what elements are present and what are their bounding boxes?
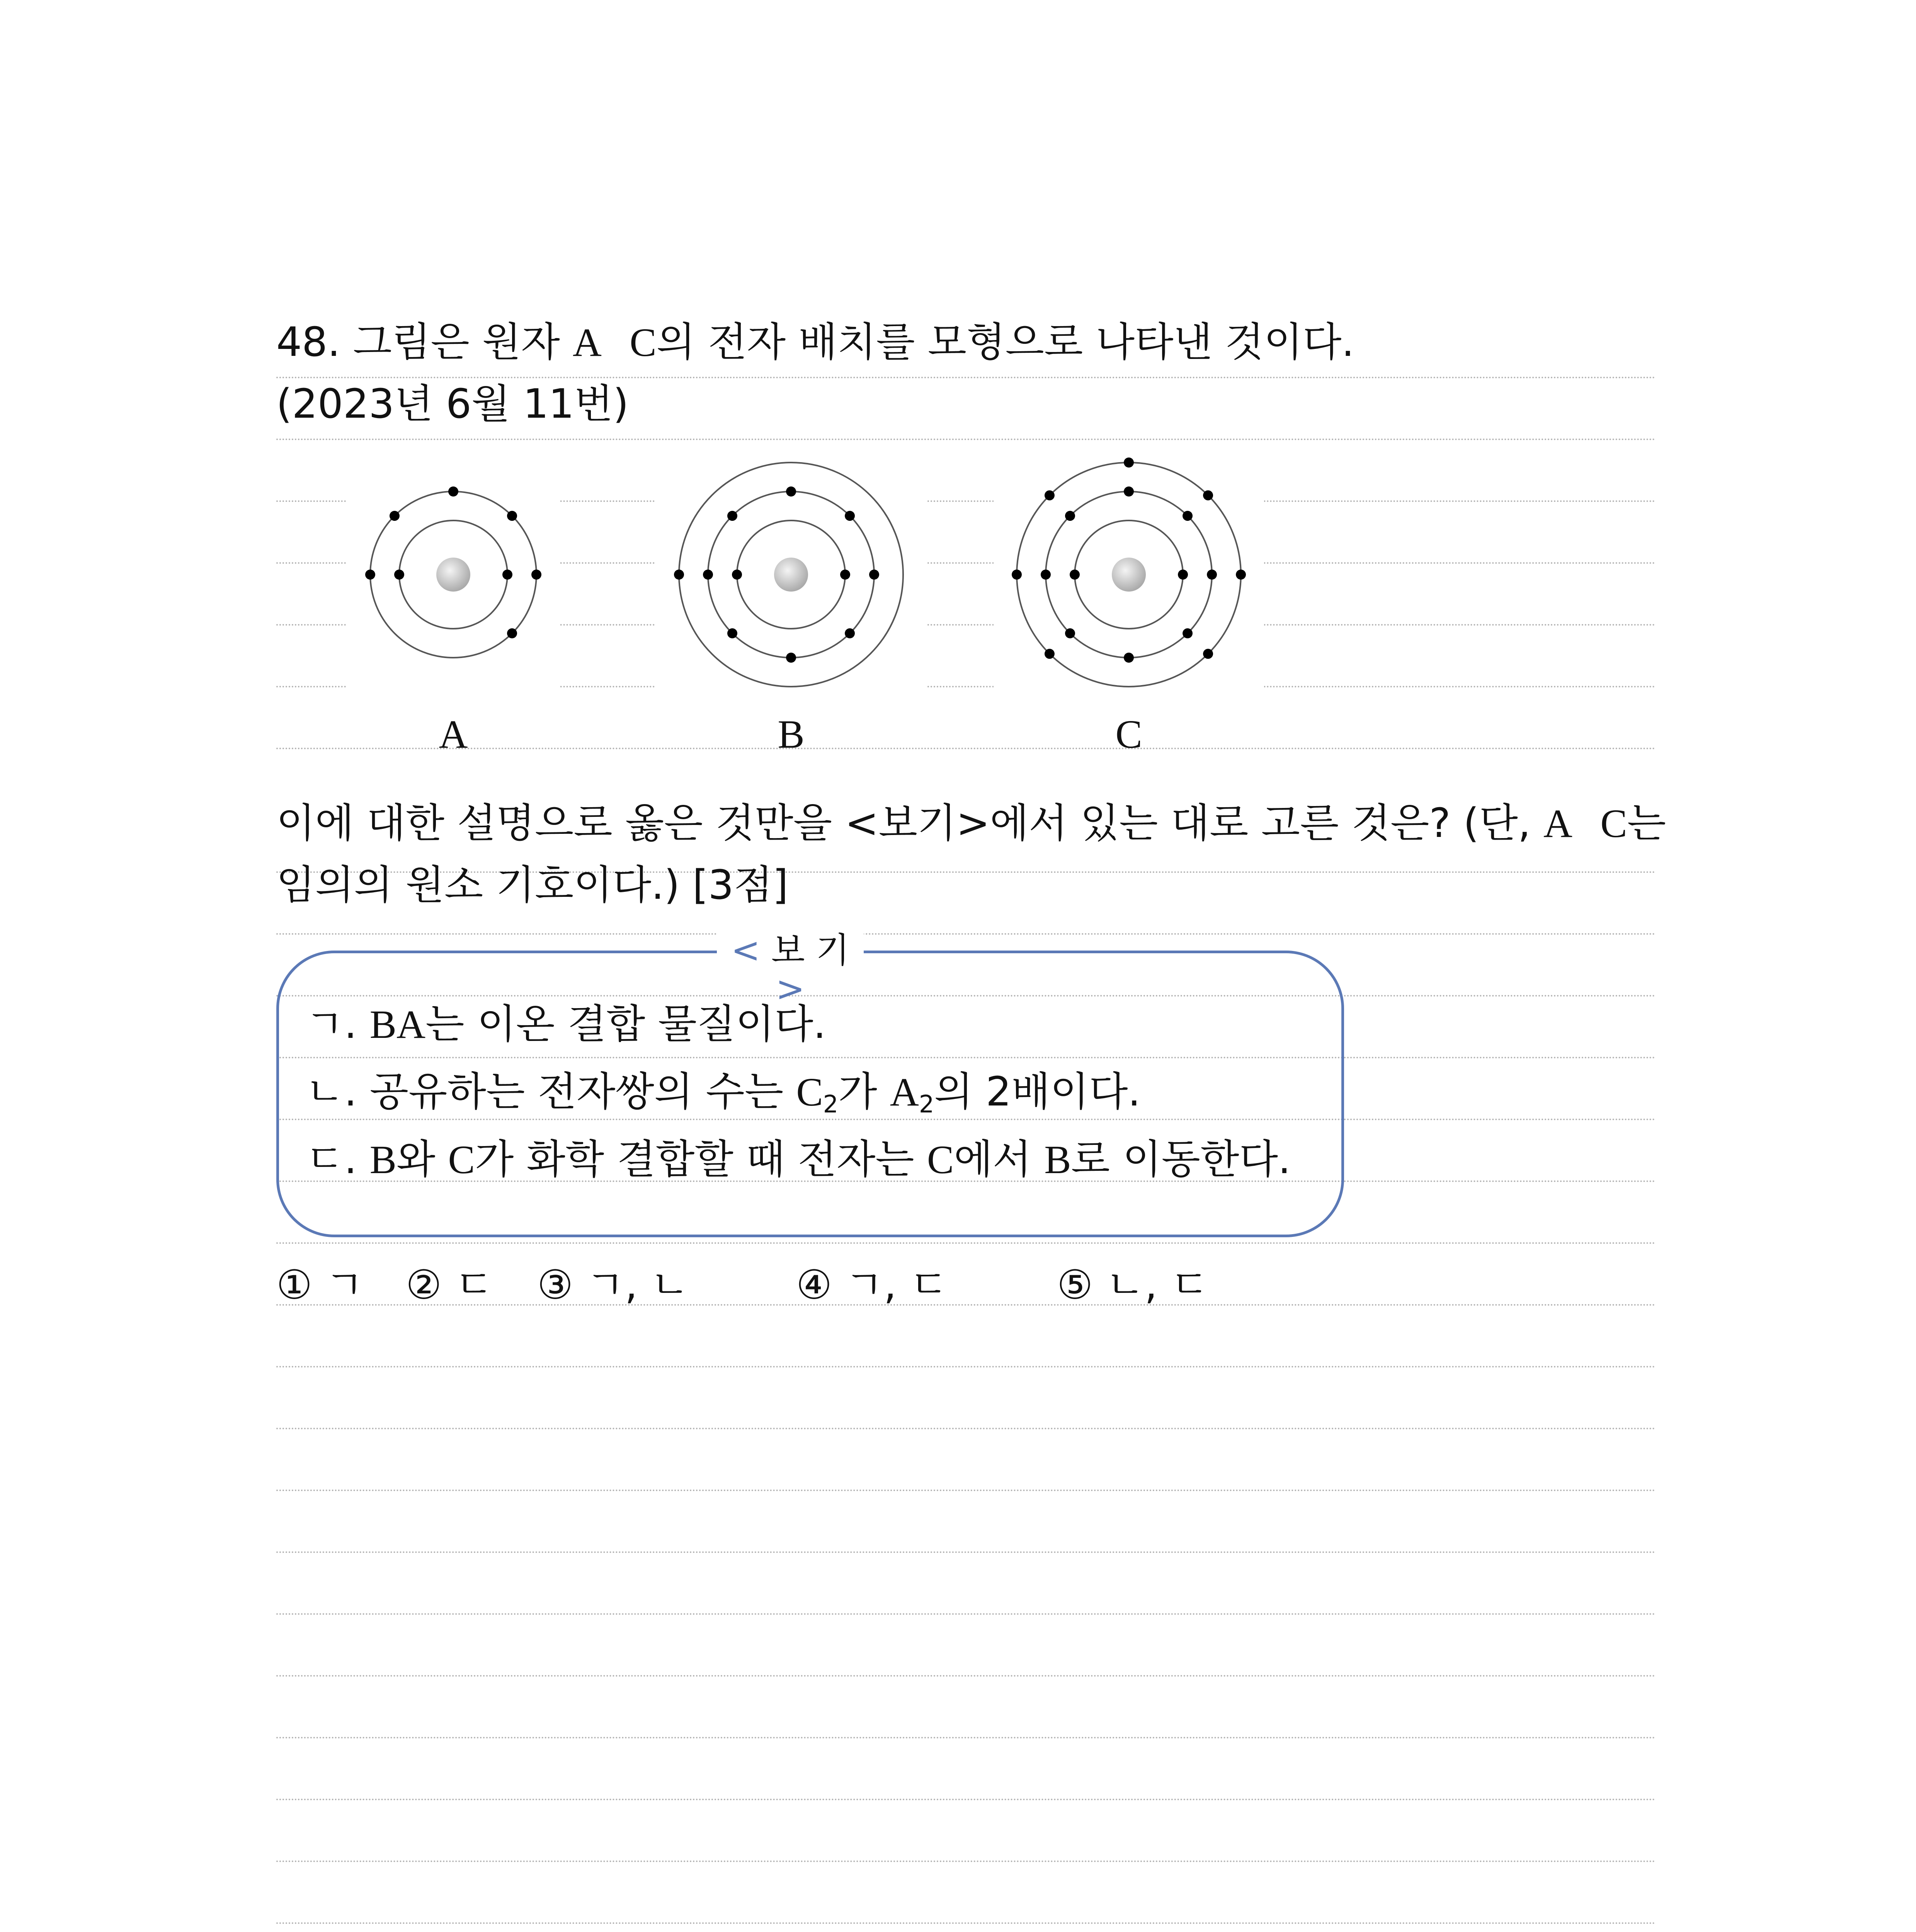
electron-dot — [507, 628, 517, 638]
electron-dot — [1065, 511, 1075, 521]
nucleus — [1112, 558, 1146, 592]
electron-dot — [845, 511, 855, 521]
choice-number: ② — [406, 1261, 455, 1308]
electron-dot — [732, 570, 742, 580]
ruled-line — [276, 1922, 1656, 1924]
electron-dot — [674, 570, 684, 580]
electron-dot — [394, 570, 404, 580]
prompt-line-2: 임의의 원소 기호이다.) [3점] — [276, 861, 788, 908]
bogi-item-text: 는 이온 결합 물질이다. — [425, 1000, 826, 1048]
ruled-line — [276, 1551, 1656, 1553]
electron-dot — [727, 511, 737, 521]
atom-label: B — [778, 712, 805, 757]
nucleus — [774, 558, 808, 592]
ruled-line — [276, 1366, 1656, 1367]
choice-text: ㄱ — [325, 1261, 364, 1308]
electron-dot — [845, 628, 855, 638]
electron-dot — [1124, 653, 1134, 663]
electron-dot — [869, 570, 879, 580]
bogi-item-marker: ㄱ. — [305, 1000, 370, 1048]
electron-dot — [365, 570, 375, 580]
choice-text: ㄱ, ㄴ — [586, 1261, 689, 1308]
element-c: C — [1570, 801, 1627, 846]
ruled-line — [276, 1861, 1656, 1862]
choice-text: ㄴ, ㄷ — [1106, 1261, 1209, 1308]
bogi-item-text: 와 — [396, 1136, 448, 1183]
electron-dot — [507, 511, 517, 521]
electron-dot — [1124, 457, 1134, 468]
answer-choice-4[interactable] — [796, 1261, 948, 1308]
electron-dot — [840, 570, 850, 580]
atom-label: A — [439, 712, 468, 757]
electron-dot — [1070, 570, 1080, 580]
electron-dot — [1045, 649, 1055, 659]
electron-dot — [1203, 649, 1213, 659]
electron-dot — [1203, 490, 1213, 500]
electron-dot — [502, 570, 512, 580]
electron-dot — [1041, 570, 1051, 580]
choice-number: ④ — [796, 1261, 845, 1308]
bogi-item-text: C — [796, 1070, 823, 1114]
question-text: 그림은 원자 — [353, 318, 573, 366]
bogi-title — [717, 930, 864, 1009]
bogi-item-text: A — [890, 1070, 919, 1114]
electron-dot — [703, 570, 713, 580]
electron-dot — [1236, 570, 1246, 580]
electron-dot — [1045, 490, 1055, 500]
answer-choice-5[interactable] — [1057, 1261, 1209, 1308]
choice-text: ㄱ, ㄷ — [845, 1261, 948, 1308]
electron-dot — [786, 486, 796, 497]
bogi-item-text: 로 이동한다. — [1071, 1136, 1291, 1183]
ruled-line — [276, 1737, 1656, 1738]
electron-dot — [1178, 570, 1188, 580]
element-a: A — [1543, 801, 1571, 846]
answer-choice-2[interactable] — [406, 1261, 493, 1308]
choice-number: ③ — [537, 1261, 586, 1308]
bogi-item — [305, 1070, 1141, 1126]
bogi-item-text: 가 — [838, 1068, 890, 1115]
ruled-line — [276, 1675, 1656, 1677]
electron-dot — [786, 653, 796, 663]
bogi-item — [305, 1000, 826, 1048]
choice-number: ⑤ — [1057, 1261, 1106, 1308]
question-number: 48. — [276, 318, 340, 366]
electron-dot — [1207, 570, 1217, 580]
question-text-end: 의 전자 배치를 모형으로 나타낸 것이다. — [656, 318, 1354, 366]
prompt-text: 이에 대한 설명으로 옳은 것만을 <보기>에서 있는 대로 고른 것은? (단, — [276, 799, 1543, 847]
bogi-bracket-right: > — [776, 969, 805, 1009]
ruled-line — [276, 933, 1656, 935]
nucleus — [436, 558, 470, 592]
ruled-line — [276, 1242, 1656, 1244]
answer-choice-1[interactable] — [276, 1261, 364, 1308]
bogi-item-text: 의 2배이다. — [934, 1068, 1141, 1115]
bogi-item-text: C — [927, 1138, 954, 1182]
electron-dot — [1065, 628, 1075, 638]
element-a: A — [572, 320, 600, 365]
bogi-item-text: BA — [369, 1002, 426, 1047]
bogi-item-marker: ㄴ. — [305, 1068, 370, 1115]
ruled-line — [276, 1799, 1656, 1800]
bogi-item-text: C — [448, 1138, 475, 1182]
bogi-bracket-left: < — [731, 930, 761, 971]
prompt-line-1 — [276, 799, 1666, 847]
atom-label: C — [1115, 712, 1142, 757]
choice-text: ㄷ — [454, 1261, 493, 1308]
bogi-item-text: 2 — [823, 1090, 839, 1118]
bogi-item-text: 2 — [919, 1090, 934, 1118]
bogi-item-text: B — [369, 1138, 396, 1182]
electron-dot — [531, 570, 541, 580]
ruled-line — [276, 1428, 1656, 1429]
bogi-item-text: B — [1044, 1138, 1071, 1182]
bogi-item-marker: ㄷ. — [305, 1136, 370, 1183]
answer-choice-3[interactable] — [537, 1261, 689, 1308]
bogi-item-text: 공유하는 전자쌍의 수는 — [369, 1068, 796, 1115]
bogi-item-text: 가 화학 결합할 때 전자는 — [475, 1136, 927, 1183]
electron-dot — [448, 486, 458, 497]
ruled-line — [276, 1613, 1656, 1615]
bogi-item-text: 에서 — [954, 1136, 1045, 1183]
electron-dot — [727, 628, 737, 638]
electron-dot — [390, 511, 400, 521]
bogi-item — [305, 1138, 1291, 1181]
bogi-title-text: 보 기 — [771, 930, 850, 971]
electron-dot — [1183, 628, 1193, 638]
choice-number: ① — [276, 1261, 325, 1308]
prompt-text-end: 는 — [1627, 799, 1666, 847]
question-source: (2023년 6월 11번) — [276, 380, 629, 427]
ruled-line — [276, 1490, 1656, 1491]
electron-configuration-diagram — [0, 0, 1916, 792]
electron-dot — [1012, 570, 1022, 580]
element-c: C — [599, 320, 657, 365]
electron-dot — [1124, 486, 1134, 497]
electron-dot — [1183, 511, 1193, 521]
